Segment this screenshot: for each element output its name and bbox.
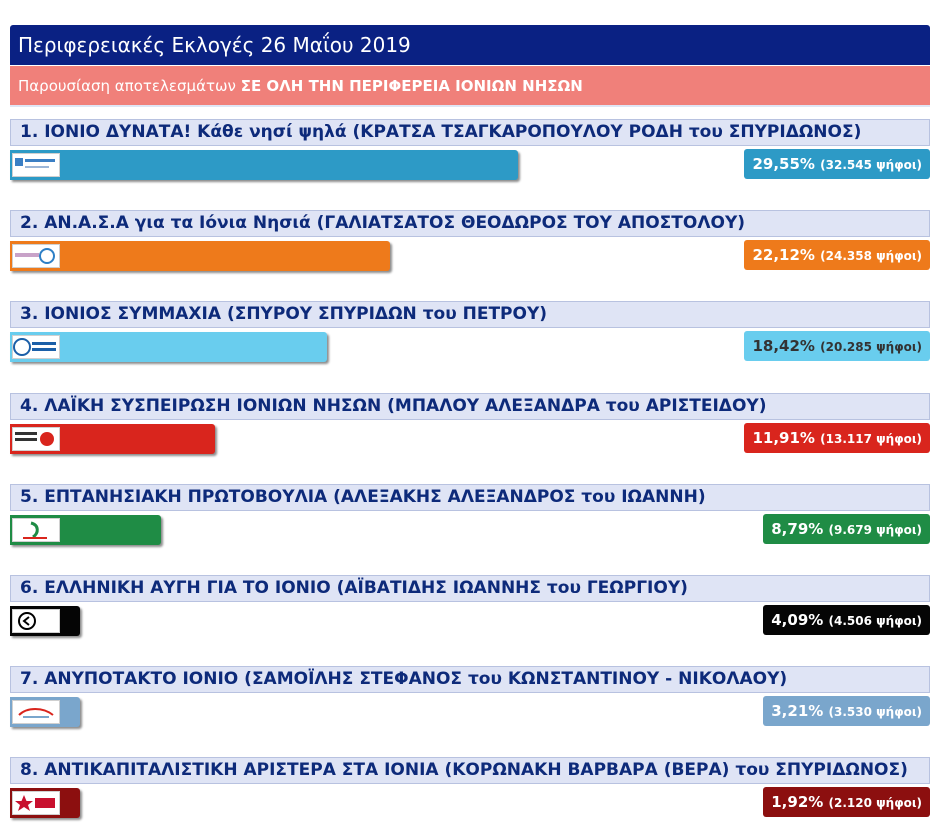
party-row xyxy=(10,757,930,827)
eptanisiaki-logo xyxy=(12,518,60,542)
result-badge xyxy=(744,149,930,179)
vote-count: (32.545 ψήφοι) xyxy=(820,158,922,172)
region-subtitle-bar xyxy=(10,66,930,107)
party-title: 1. ΙΟΝΙΟ ΔΥΝΑΤΑ! Κάθε νησί ψηλά (ΚΡΑΤΣΑ ΤΣΑΓΚΑΡΟΠΟΥΛΟΥ ΡΟΔΗ του ΣΠΥΡΙΔΩΝΟΣ) xyxy=(10,119,930,146)
page-title: Περιφερειακές Εκλογές 26 Μαΐου 2019 xyxy=(18,33,411,57)
party-row xyxy=(10,210,930,280)
vote-count: (20.285 ψήφοι) xyxy=(820,340,922,355)
party-title: 3. ΙΟΝΙΟΣ ΣΥΜΜΑΧΙΑ (ΣΠΥΡΟΥ ΣΠΥΡΙΔΩΝ του ΠΕΤΡΟΥ) xyxy=(10,301,930,328)
result-badge xyxy=(763,787,930,817)
subtitle-prefix: Παρουσίαση αποτελεσμάτων xyxy=(18,77,236,95)
party-row xyxy=(10,575,930,645)
vote-count: (13.117 ψήφοι) xyxy=(820,431,922,446)
percent-value: 11,91% xyxy=(752,428,821,447)
vote-count: (2.120 ψήφοι) xyxy=(828,796,922,811)
party-title: 8. ΑΝΤΙΚΑΠΙΤΑΛΙΣΤΙΚΗ ΑΡΙΣΤΕΡΑ ΣΤΑ ΙΟΝΙΑ (ΚΟΡΩΝΑΚΗ ΒΑΡΒΑΡΑ (ΒΕΡΑ) του ΣΠΥΡΙΔΩΝΟΣ) xyxy=(10,757,930,784)
result-badge xyxy=(744,423,930,453)
vote-count: (3.530 ψήφοι) xyxy=(828,705,922,720)
percent-value: 3,21% xyxy=(771,702,829,721)
party-title: 2. ΑΝ.Α.Σ.Α για τα Ιόνια Νησιά (ΓΑΛΙΑΤΣΑΤΟΣ ΘΕΟΔΩΡΟΣ ΤΟΥ ΑΠΟΣΤΟΛΟΥ) xyxy=(10,210,930,237)
percent-value: 1,92% xyxy=(771,793,829,812)
percent-value: 29,55% xyxy=(752,155,821,173)
vote-share-bar xyxy=(10,424,215,454)
subtitle-region: ΣΕ ΟΛΗ ΤΗΝ ΠΕΡΙΦΕΡΕΙΑ ΙΟΝΙΩΝ ΝΗΣΩΝ xyxy=(240,77,583,95)
vote-count: (9.679 ψήφοι) xyxy=(828,522,922,537)
vote-share-bar xyxy=(10,606,80,636)
party-title: 4. ΛΑΪΚΗ ΣΥΣΠΕΙΡΩΣΗ ΙΟΝΙΩΝ ΝΗΣΩΝ (ΜΠΑΛΟΥ ΑΛΕΞΑΝΔΡΑ του ΑΡΙΣΤΕΙΔΟΥ) xyxy=(10,393,930,420)
page-title-bar xyxy=(10,25,930,65)
percent-value: 4,09% xyxy=(771,611,829,629)
party-row xyxy=(10,484,930,554)
party-title: 6. ΕΛΛΗΝΙΚΗ ΑΥΓΗ ΓΙΑ ΤΟ ΙΟΝΙΟ (ΑΪΒΑΤΙΔΗΣ ΙΩΑΝΝΗΣ του ΓΕΩΡΓΙΟΥ) xyxy=(10,575,930,602)
party-title: 5. ΕΠΤΑΝΗΣΙΑΚΗ ΠΡΩΤΟΒΟΥΛΙΑ (ΑΛΕΞΑΚΗΣ ΑΛΕΞΑΝΔΡΟΣ του ΙΩΑΝΝΗ) xyxy=(10,484,930,511)
vote-count: (24.358 ψήφοι) xyxy=(820,249,922,264)
result-badge xyxy=(763,605,930,635)
party-title: 7. ΑΝΥΠΟΤΑΚΤΟ ΙΟΝΙΟ (ΣΑΜΟΪΛΗΣ ΣΤΕΦΑΝΟΣ του ΚΩΝΣΤΑΝΤΙΝΟΥ - ΝΙΚΟΛΑΟΥ) xyxy=(10,666,930,693)
vote-share-bar xyxy=(10,788,80,818)
percent-value: 18,42% xyxy=(752,337,821,356)
party-row xyxy=(10,666,930,736)
vote-count: (4.506 ψήφοι) xyxy=(828,614,922,628)
elliniki-avgi-logo xyxy=(12,609,60,633)
percent-value: 22,12% xyxy=(752,246,821,265)
result-badge xyxy=(744,331,930,361)
vote-share-bar xyxy=(10,241,390,271)
ionios-symmaxia-logo xyxy=(12,335,60,359)
anypotakto-logo xyxy=(12,700,60,724)
result-badge xyxy=(763,696,930,726)
antikapitalistiki-logo xyxy=(12,791,60,815)
percent-value: 8,79% xyxy=(771,519,829,538)
result-badge xyxy=(744,240,930,270)
vote-share-bar xyxy=(10,150,518,180)
laiki-syspeirosi-logo xyxy=(12,427,60,451)
vote-share-bar xyxy=(10,332,327,362)
anasa-logo xyxy=(12,244,60,268)
ionio-dynata-logo xyxy=(12,153,60,177)
party-row xyxy=(10,301,930,371)
party-row xyxy=(10,393,930,463)
result-badge xyxy=(763,514,930,544)
vote-share-bar xyxy=(10,697,80,727)
vote-share-bar xyxy=(10,515,161,545)
party-row xyxy=(10,119,930,189)
